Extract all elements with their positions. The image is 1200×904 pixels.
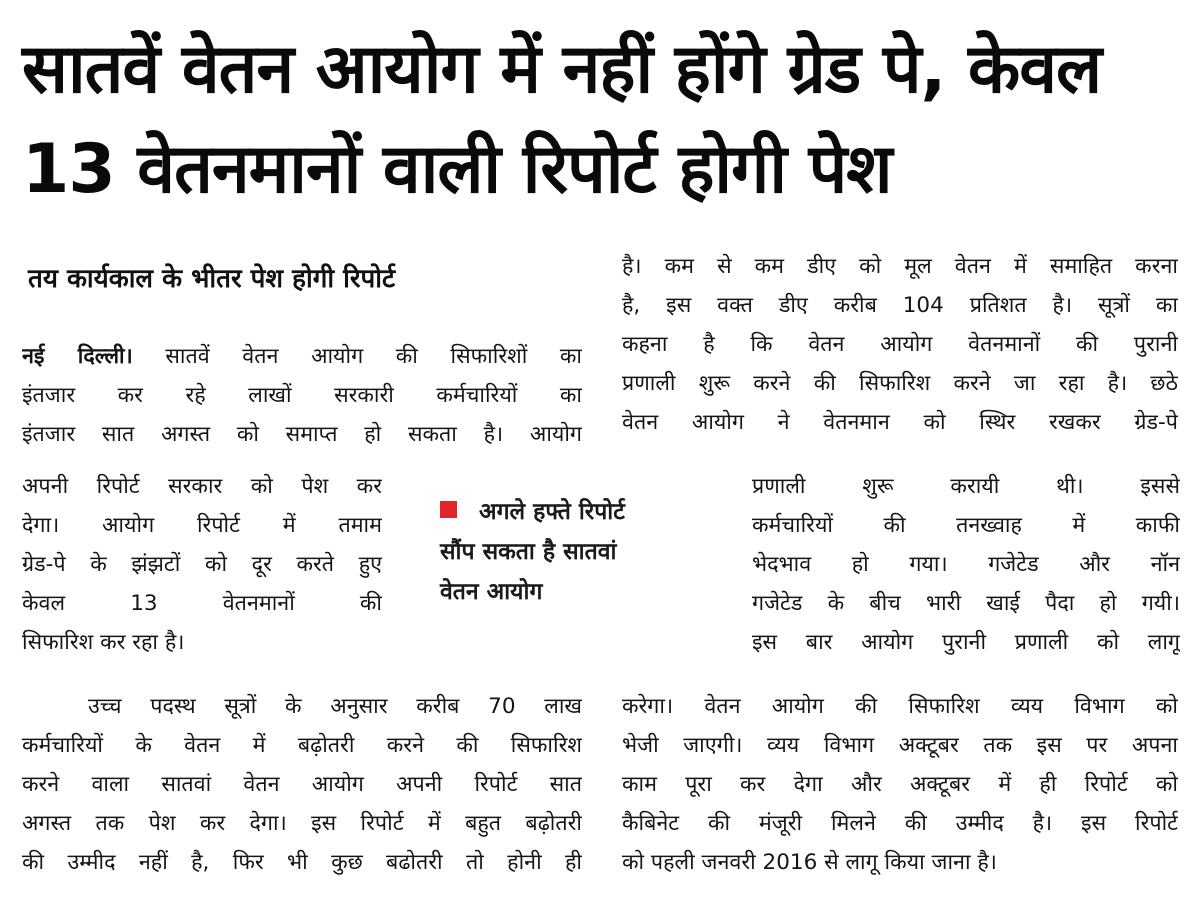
article-column-right-mid — [752, 467, 1180, 662]
headline — [22, 20, 1192, 220]
article-line: उच्च पदस्थ सूत्रों के अनुसार करीब 70 लाख — [88, 694, 582, 719]
pull-quote-line-1 — [440, 492, 730, 532]
pull-quote-text: अगले हफ्ते रिपोर्ट — [479, 499, 625, 525]
article-line: भेदभाव हो गया। गजेटेड और नॉन — [752, 552, 1180, 577]
article-line: करेगा। वेतन आयोग की सिफारिश व्यय विभाग को — [622, 694, 1178, 719]
article-line: है। कम से कम डीए को मूल वेतन में समाहित करना — [622, 254, 1178, 279]
article-line: कैबिनेट की मंजूरी मिलने की उम्मीद है। इस रिपोर्ट — [622, 811, 1178, 836]
article-column-left-top — [22, 337, 582, 454]
article-line: सिफारिश कर रहा है। — [22, 630, 185, 655]
article-line: प्रणाली शुरू करने की सिफारिश करने जा रहा है। छठे — [622, 371, 1178, 396]
article-line: वेतन आयोग ने वेतनमान को स्थिर रखकर ग्रेड-पे — [622, 410, 1178, 435]
pull-quote — [440, 492, 730, 612]
article-line-text: सातवें वेतन आयोग की सिफारिशों का — [132, 344, 582, 369]
article-line: इंतजार कर रहे लाखों सरकारी कर्मचारियों का — [22, 383, 582, 408]
article-line: अपनी रिपोर्ट सरकार को पेश कर — [22, 474, 382, 499]
article-column-right-top — [622, 247, 1178, 442]
article-line: कर्मचारियों के वेतन में बढ़ोतरी करने की सिफारिश — [22, 733, 582, 758]
article-line: इस बार आयोग पुरानी प्रणाली को लागू — [752, 630, 1180, 655]
article-line: कहना है कि वेतन आयोग वेतनमानों की पुरानी — [622, 332, 1178, 357]
article-line: काम पूरा कर देगा और अक्टूबर में ही रिपोर्ट को — [622, 772, 1178, 797]
article-line — [22, 337, 582, 376]
article-line: गजेटेड के बीच भारी खाई पैदा हो गयी। — [752, 591, 1180, 616]
dateline: नई दिल्ली। — [22, 344, 133, 369]
headline-line-1: सातवें वेतन आयोग में नहीं होंगे ग्रेड पे, केवल — [22, 30, 1102, 109]
article-line: करने वाला सातवां वेतन आयोग अपनी रिपोर्ट सात — [22, 772, 582, 797]
headline-line-2: 13 वेतनमानों वाली रिपोर्ट होगी पेश — [22, 130, 892, 209]
article-line: इंतजार सात अगस्त को समाप्त हो सकता है। आयोग — [22, 422, 582, 447]
article-line: प्रणाली शुरू करायी थी। इससे — [752, 474, 1180, 499]
article-column-left-bottom — [22, 687, 582, 882]
article-line: ग्रेड-पे के झंझटों को दूर करते हुए — [22, 552, 382, 577]
article-line: की उम्मीद नहीं है, फिर भी कुछ बढोतरी तो होनी ही — [22, 850, 582, 875]
article-column-right-bottom — [622, 687, 1178, 882]
article-line: को पहली जनवरी 2016 से लागू किया जाना है। — [622, 850, 997, 875]
red-square-bullet-icon — [440, 501, 457, 518]
article-line: है, इस वक्त डीए करीब 104 प्रतिशत है। सूत्रों का — [622, 293, 1178, 318]
article-column-left-narrow — [22, 467, 382, 662]
article-line: देगा। आयोग रिपोर्ट में तमाम — [22, 513, 382, 538]
article-line: कर्मचारियों की तनख्वाह में काफी — [752, 513, 1180, 538]
article-line: केवल 13 वेतनमानों की — [22, 591, 382, 616]
subheadline: तय कार्यकाल के भीतर पेश होगी रिपोर्ट — [28, 264, 396, 294]
article-line: अगस्त तक पेश कर देगा। इस रिपोर्ट में बहुत बढ़ोतरी — [22, 811, 582, 836]
pull-quote-line-2: सौंप सकता है सातवां — [440, 539, 617, 565]
article-line: भेजी जाएगी। व्यय विभाग अक्टूबर तक इस पर अपना — [622, 733, 1178, 758]
pull-quote-line-3: वेतन आयोग — [440, 579, 543, 605]
